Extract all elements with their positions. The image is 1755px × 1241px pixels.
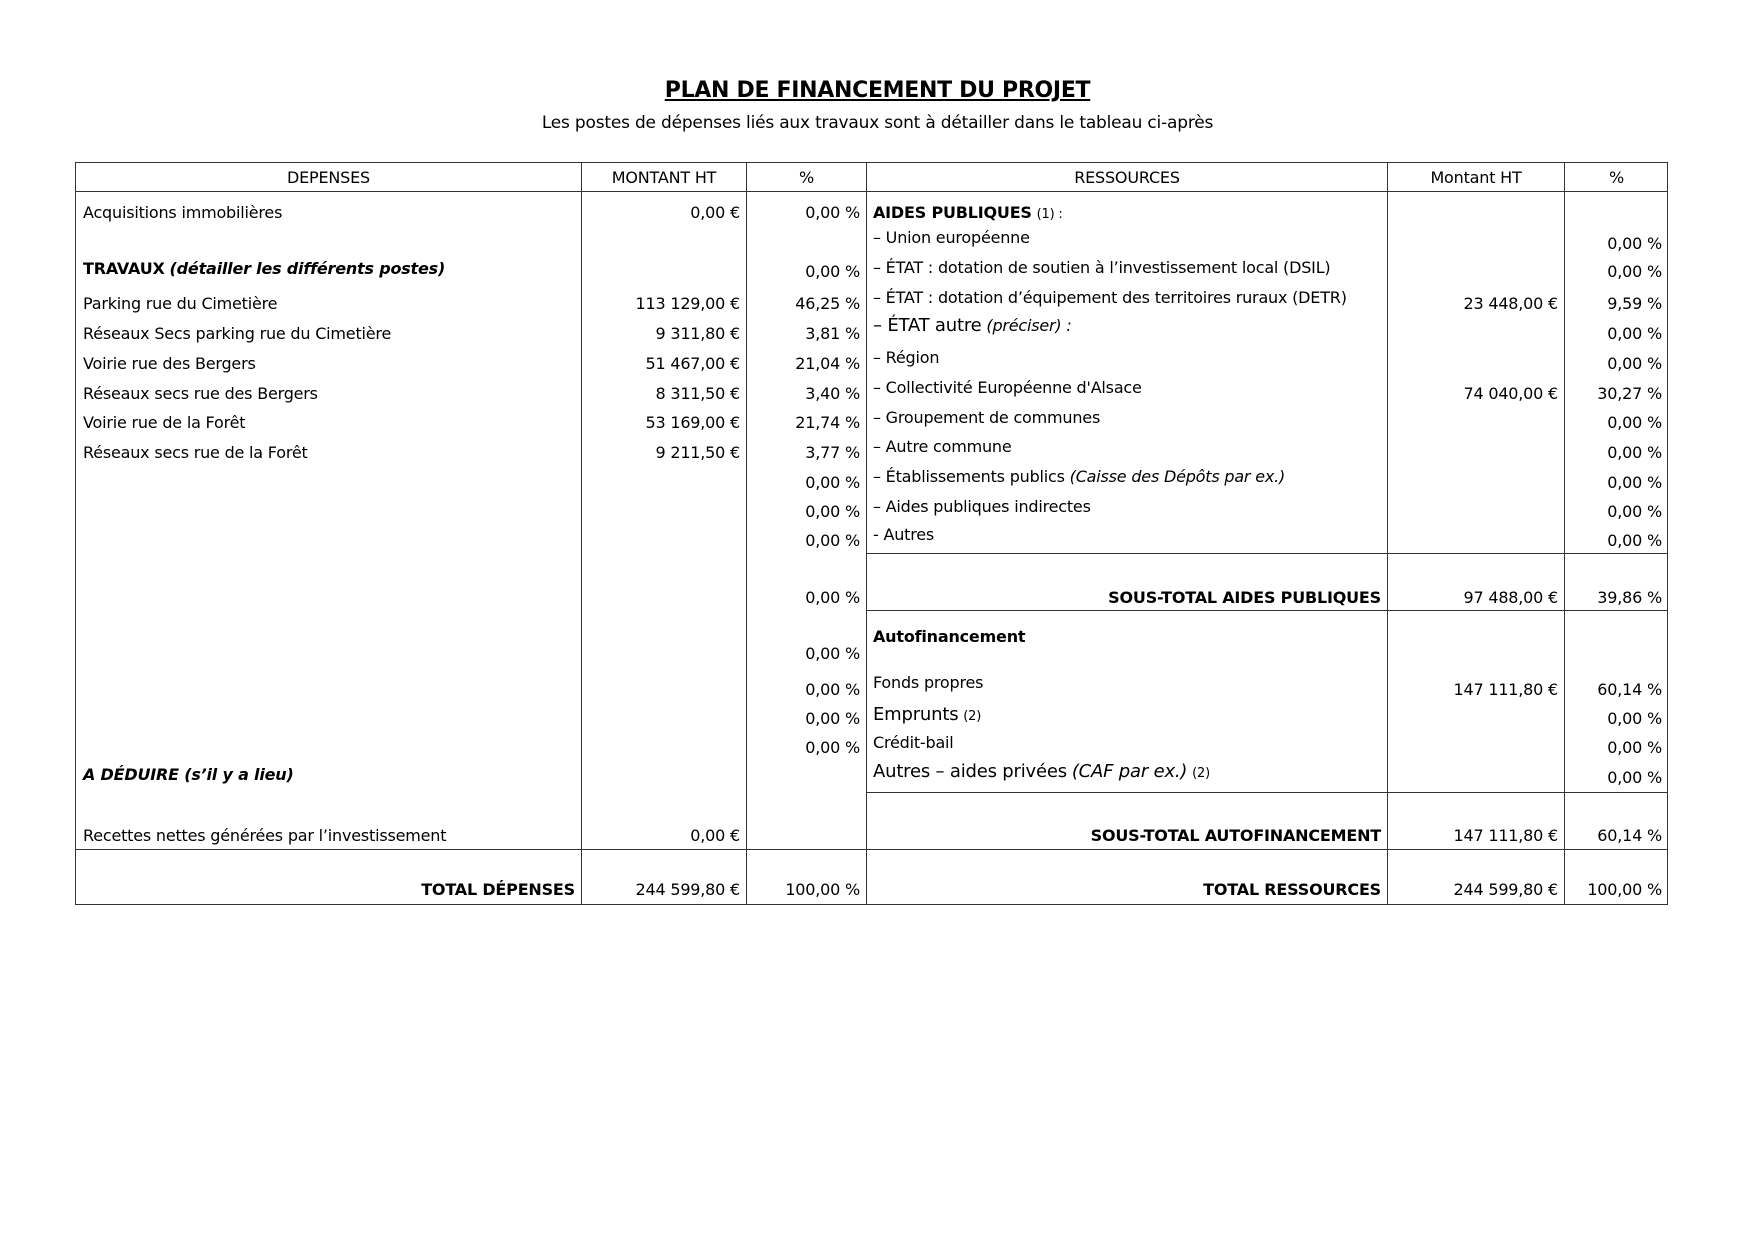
travaux-note: (détailler les différents postes) xyxy=(169,259,446,278)
empty-row-percent: 0,00 % xyxy=(805,644,860,663)
recettes-amount: 0,00 € xyxy=(690,826,740,845)
aides-publiques-label: AIDES PUBLIQUES xyxy=(873,203,1032,222)
sous-total-aides-label: SOUS-TOTAL AIDES PUBLIQUES xyxy=(1108,588,1381,607)
sous-total-aides-percent: 39,86 % xyxy=(1597,588,1662,607)
aide-percent: 9,59 % xyxy=(1607,294,1662,313)
aide-label: – Établissements publics xyxy=(873,467,1065,486)
acquisitions-label: Acquisitions immobilières xyxy=(83,203,283,222)
row-label: Voirie rue des Bergers xyxy=(83,354,256,373)
aide-percent: 0,00 % xyxy=(1607,502,1662,521)
row-amount: 9 211,50 € xyxy=(655,443,740,462)
row-percent: 21,04 % xyxy=(795,354,860,373)
empty-row-percent: 0,00 % xyxy=(805,502,860,521)
aide-percent: 0,00 % xyxy=(1607,443,1662,462)
auto-percent: 0,00 % xyxy=(1607,768,1662,787)
aide-percent: 0,00 % xyxy=(1607,234,1662,253)
empty-row-percent: 0,00 % xyxy=(805,473,860,492)
aide-percent: 0,00 % xyxy=(1607,531,1662,550)
acquisitions-amount: 0,00 € xyxy=(690,203,740,222)
col-divider xyxy=(1387,162,1388,905)
total-depenses-label: TOTAL DÉPENSES xyxy=(421,880,575,899)
empty-row-percent: 0,00 % xyxy=(805,531,860,550)
row-percent: 46,25 % xyxy=(795,294,860,313)
auto-label-emprunts xyxy=(873,705,981,727)
header-percent: % xyxy=(798,168,814,187)
aide-label-etat-autre xyxy=(873,316,1072,336)
row-label: Voirie rue de la Forêt xyxy=(83,413,246,432)
aide-label: – Région xyxy=(873,348,940,367)
header-montant-ht-ressources: Montant HT xyxy=(1430,168,1522,187)
aide-label: – Autre commune xyxy=(873,437,1012,456)
header-montant-ht: MONTANT HT xyxy=(611,168,717,187)
row-amount: 9 311,80 € xyxy=(655,324,740,343)
autofinancement-heading: Autofinancement xyxy=(873,627,1026,646)
header-percent-ressources: % xyxy=(1608,168,1624,187)
row-divider xyxy=(866,610,1668,611)
aide-note: (préciser) : xyxy=(986,316,1072,335)
total-depenses-amount: 244 599,80 € xyxy=(635,880,740,899)
auto-note: (2) xyxy=(963,709,982,724)
aide-label: – ÉTAT : dotation de soutien à l’investissement local (DSIL) xyxy=(873,258,1331,277)
row-percent: 21,74 % xyxy=(795,413,860,432)
total-ressources-label: TOTAL RESSOURCES xyxy=(1203,880,1381,899)
sous-total-auto-percent: 60,14 % xyxy=(1597,826,1662,845)
sous-total-auto-label: SOUS-TOTAL AUTOFINANCEMENT xyxy=(1090,826,1381,845)
aide-percent: 30,27 % xyxy=(1597,384,1662,403)
row-amount: 113 129,00 € xyxy=(635,294,740,313)
empty-row-percent: 0,00 % xyxy=(805,588,860,607)
col-divider xyxy=(866,162,867,905)
total-ressources-percent: 100,00 % xyxy=(1587,880,1662,899)
row-amount: 51 467,00 € xyxy=(645,354,740,373)
auto-label: Emprunts xyxy=(873,704,959,725)
acquisitions-percent: 0,00 % xyxy=(805,203,860,222)
recettes-label: Recettes nettes générées par l’investissement xyxy=(83,826,447,845)
aide-note: (Caisse des Dépôts par ex.) xyxy=(1069,467,1286,486)
aide-label: – Union européenne xyxy=(873,228,1030,247)
auto-label: Fonds propres xyxy=(873,673,984,692)
auto-label-autres xyxy=(873,762,1210,784)
aide-label-etablissements xyxy=(873,467,1285,487)
row-divider xyxy=(866,792,1668,793)
aide-label: – ÉTAT : dotation d’équipement des territoires ruraux (DETR) xyxy=(873,288,1347,307)
auto-amount: 147 111,80 € xyxy=(1453,680,1558,699)
auto-label: Crédit-bail xyxy=(873,733,954,752)
page-subtitle: Les postes de dépenses liés aux travaux sont à détailler dans le tableau ci-après xyxy=(541,113,1214,133)
travaux-label: TRAVAUX xyxy=(83,259,165,278)
empty-row-percent: 0,00 % xyxy=(805,738,860,757)
sous-total-aides-amount: 97 488,00 € xyxy=(1463,588,1558,607)
aide-amount: 74 040,00 € xyxy=(1463,384,1558,403)
empty-row-percent: 0,00 % xyxy=(805,680,860,699)
row-label: Réseaux secs rue de la Forêt xyxy=(83,443,308,462)
aide-percent: 0,00 % xyxy=(1607,324,1662,343)
aides-publiques-note: (1) : xyxy=(1036,207,1063,222)
header-ressources: RESSOURCES xyxy=(1074,168,1180,187)
aide-percent: 0,00 % xyxy=(1607,413,1662,432)
empty-row-percent: 0,00 % xyxy=(805,709,860,728)
auto-percent: 60,14 % xyxy=(1597,680,1662,699)
header-divider xyxy=(75,191,1668,192)
aide-percent: 0,00 % xyxy=(1607,354,1662,373)
auto-note: (CAF par ex.) xyxy=(1071,761,1188,782)
aide-percent: 0,00 % xyxy=(1607,473,1662,492)
aide-label: – Aides publiques indirectes xyxy=(873,497,1091,516)
row-label: Réseaux Secs parking rue du Cimetière xyxy=(83,324,392,343)
aide-label: – Collectivité Européenne d'Alsace xyxy=(873,378,1142,397)
row-amount: 8 311,50 € xyxy=(655,384,740,403)
page-title: PLAN DE FINANCEMENT DU PROJET xyxy=(664,78,1091,103)
sous-total-auto-amount: 147 111,80 € xyxy=(1453,826,1558,845)
row-divider xyxy=(75,849,1668,850)
aide-label: - Autres xyxy=(873,525,935,544)
travaux-percent: 0,00 % xyxy=(805,262,860,281)
row-amount: 53 169,00 € xyxy=(645,413,740,432)
aide-percent: 0,00 % xyxy=(1607,262,1662,281)
auto-note-2: (2) xyxy=(1192,766,1210,781)
row-label: Parking rue du Cimetière xyxy=(83,294,278,313)
row-percent: 3,81 % xyxy=(805,324,860,343)
auto-label: Autres – aides privées xyxy=(873,761,1067,782)
row-percent: 3,40 % xyxy=(805,384,860,403)
row-percent: 3,77 % xyxy=(805,443,860,462)
aide-label: – Groupement de communes xyxy=(873,408,1101,427)
a-deduire-heading: A DÉDUIRE (s’il y a lieu) xyxy=(83,765,294,784)
aide-amount: 23 448,00 € xyxy=(1463,294,1558,313)
auto-percent: 0,00 % xyxy=(1607,709,1662,728)
aide-label: – ÉTAT autre xyxy=(873,315,982,336)
travaux-heading xyxy=(83,259,445,279)
row-divider xyxy=(866,553,1668,554)
col-divider xyxy=(581,162,582,905)
aides-publiques-heading xyxy=(873,203,1063,225)
total-ressources-amount: 244 599,80 € xyxy=(1453,880,1558,899)
row-label: Réseaux secs rue des Bergers xyxy=(83,384,318,403)
auto-percent: 0,00 % xyxy=(1607,738,1662,757)
header-depenses: DEPENSES xyxy=(287,168,370,187)
total-depenses-percent: 100,00 % xyxy=(785,880,860,899)
